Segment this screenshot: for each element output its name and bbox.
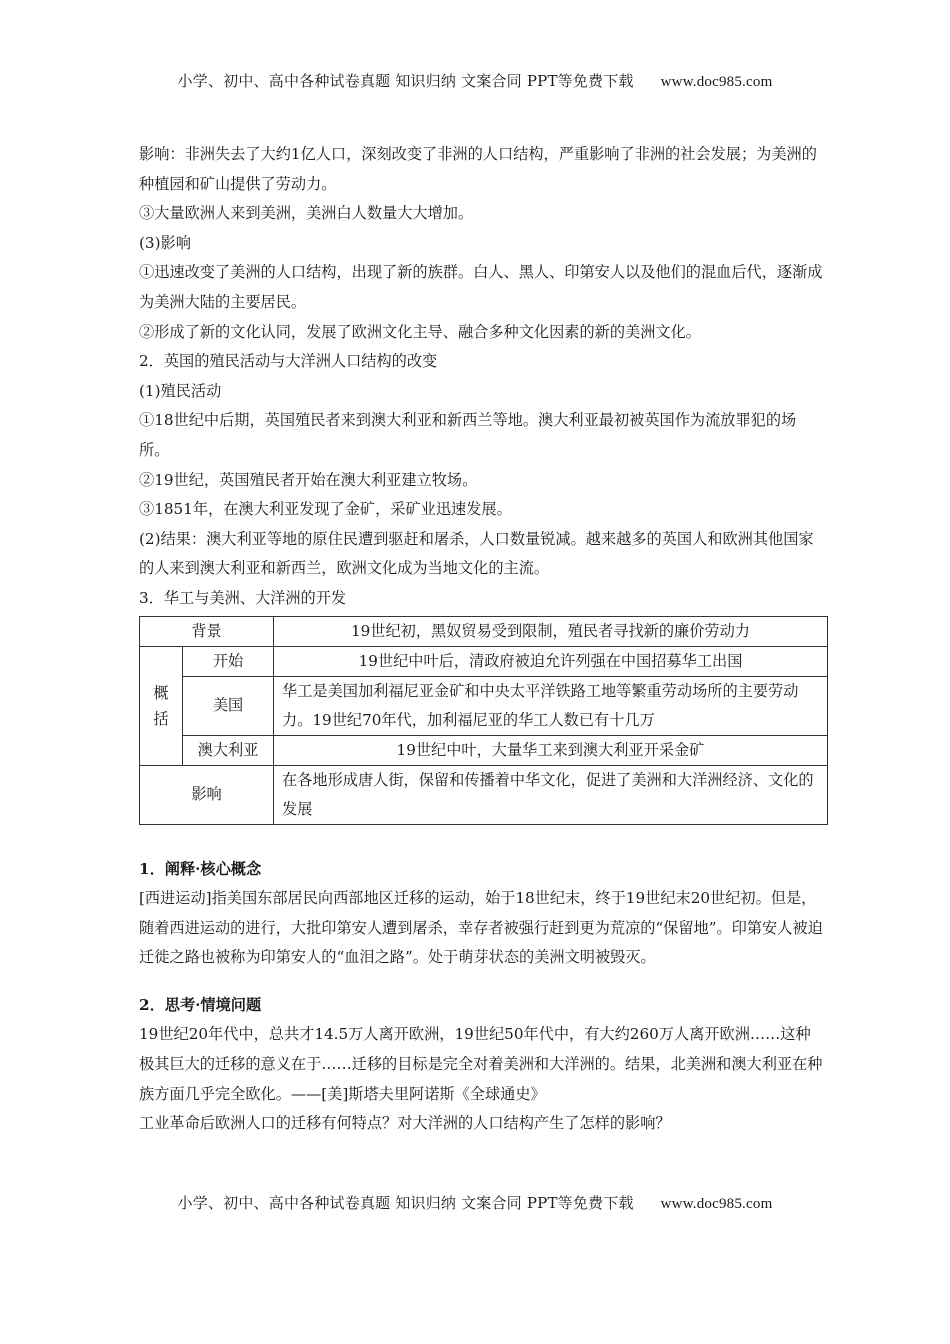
table-row — [140, 765, 828, 824]
table-cell-value: 19世纪初，黑奴贸易受到限制，殖民者寻找新的廉价劳动力 — [274, 616, 828, 646]
group-label-char: 括 — [153, 709, 169, 728]
section2-text: 19世纪20年代中，总共才14.5万人离开欧洲，19世纪50年代中，有大约260万人离开欧洲……这种极其巨大的迁移的意义在于……迁移的目标是完全对着美洲和大洋洲的。结果，北美洲和澳大利亚在种族方面几乎完全欧化。——[美]斯塔夫里阿诺斯《全球通史》 — [139, 1025, 823, 1103]
section2-question: 工业革命后欧洲人口的迁移有何特点？对大洋洲的人口结构产生了怎样的影响？ — [139, 1114, 671, 1133]
header-text: 小学、初中、高中各种试卷真题 知识归纳 文案合同 PPT等免费下载 — [177, 72, 634, 90]
table-cell-value: 在各地形成唐人街，保留和传播着中华文化，促进了美洲和大洋洲经济、文化的发展 — [274, 765, 828, 824]
paragraph: ①18世纪中后期，英国殖民者来到澳大利亚和新西兰等地。澳大利亚最初被英国作为流放罪犯的场所。 — [139, 411, 797, 459]
paragraph: (2)结果：澳大利亚等地的原住民遭到驱赶和屠杀，人口数量锐减。越来越多的英国人和欧洲其他国家的人来到澳大利亚和新西兰，欧洲文化成为当地文化的主流。 — [139, 529, 814, 578]
table-cell-value: 华工是美国加利福尼亚金矿和中央太平洋铁路工地等繁重劳动场所的主要劳动力。19世纪70年代，加利福尼亚的华工人数已有十几万 — [274, 676, 828, 735]
footer-text: 小学、初中、高中各种试卷真题 知识归纳 文案合同 PPT等免费下载 — [177, 1194, 634, 1212]
paragraph: 影响：非洲失去了大约1亿人口，深刻改变了非洲的人口结构，严重影响了非洲的社会发展；为美洲的种植园和矿山提供了劳动力。 — [139, 145, 817, 193]
group-label-char: 概 — [153, 683, 169, 702]
section2-title: 2．思考·情境问题 — [139, 995, 262, 1014]
table-cell-label: 开始 — [183, 646, 274, 676]
section-heading: 2．英国的殖民活动与大洋洲人口结构的改变 — [139, 352, 438, 371]
footer-url[interactable]: www.doc985.com — [660, 1196, 773, 1212]
page-footer — [0, 1192, 950, 1213]
chinese-laborers-table — [139, 616, 828, 825]
table-cell-value: 19世纪中叶后，清政府被迫允许列强在中国招募华工出国 — [274, 646, 828, 676]
paragraph: ③大量欧洲人来到美洲，美洲白人数量大大增加。 — [139, 204, 474, 223]
table-row — [140, 646, 828, 676]
paragraph: (1)殖民活动 — [139, 381, 222, 400]
section-heading: 3．华工与美洲、大洋洲的开发 — [139, 588, 347, 607]
table-group-label — [140, 646, 183, 765]
table-cell-label: 美国 — [183, 676, 274, 735]
table-row — [140, 735, 828, 765]
table-cell-label: 影响 — [140, 765, 274, 824]
paragraph: (3)影响 — [139, 233, 191, 252]
table-row — [140, 676, 828, 735]
section1-text: [西进运动]指美国东部居民向西部地区迁移的运动，始于18世纪末，终于19世纪末20世纪初。但是，随着西进运动的进行，大批印第安人遭到屠杀，幸存者被强行赶到更为荒凉的“保留地”。印第安人被迫迁徙之路也被称为印第安人的“血泪之路”。处于萌芽状态的美洲文明被毁灭。 — [139, 889, 823, 967]
document-body — [139, 140, 823, 1139]
paragraph: ②19世纪，英国殖民者开始在澳大利亚建立牧场。 — [139, 470, 478, 489]
paragraph: ①迅速改变了美洲的人口结构，出现了新的族群。白人、黑人、印第安人以及他们的混血后代，逐渐成为美洲大陆的主要居民。 — [139, 263, 823, 311]
header-url[interactable]: www.doc985.com — [660, 74, 773, 90]
paragraph: ③1851年，在澳大利亚发现了金矿，采矿业迅速发展。 — [139, 500, 512, 519]
section1-title: 1．阐释·核心概念 — [139, 859, 262, 878]
spacer — [139, 973, 823, 991]
table-cell-label: 澳大利亚 — [183, 735, 274, 765]
table-cell-value: 19世纪中叶，大量华工来到澳大利亚开采金矿 — [274, 735, 828, 765]
table-row — [140, 616, 828, 646]
table-cell-label: 背景 — [140, 616, 274, 646]
paragraph: ②形成了新的文化认同，发展了欧洲文化主导、融合多种文化因素的新的美洲文化。 — [139, 322, 701, 341]
page-header — [0, 70, 950, 91]
